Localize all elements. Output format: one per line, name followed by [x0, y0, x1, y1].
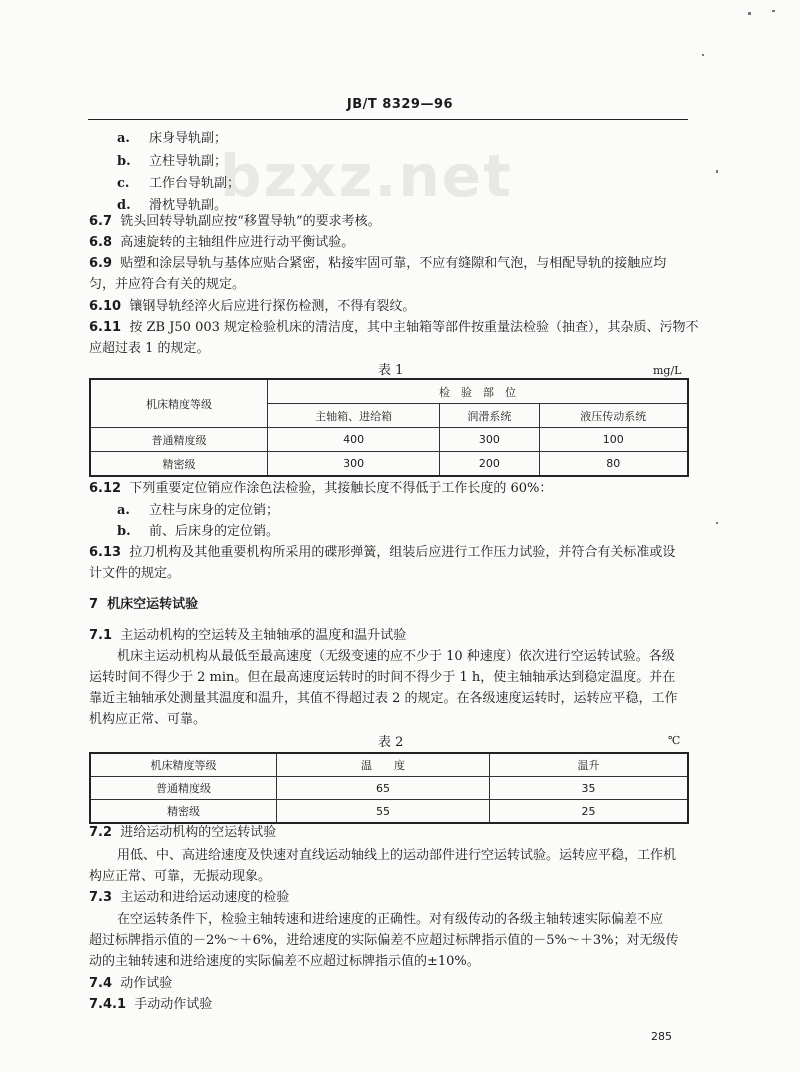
table2-col-header: 温升	[490, 753, 689, 777]
scan-speck	[772, 10, 775, 12]
scan-speck	[716, 170, 718, 173]
table1-group-header: 检 验 部 位	[268, 379, 689, 404]
section-7-heading: 7 机床空运转试验	[89, 597, 199, 612]
paragraph-line: 用低、中、高进给速度及快速对直线运动轴线上的运动部件进行空运转试验。运转应平稳，工作机	[117, 848, 677, 863]
clause-7-2-heading: 7.2 进给运动机构的空运转试验	[89, 825, 277, 840]
table1-unit: mg/L	[653, 364, 682, 377]
table1-col-header: 主轴箱、进给箱	[268, 404, 440, 428]
paragraph-line: 机构应正常、可靠。	[89, 712, 207, 727]
clause-7-3-heading: 7.3 主运动和进给运动速度的检验	[89, 890, 290, 905]
clause-6-12: 6.12 下列重要定位销应作涂色法检验，其接触长度不得低于工作长度的 60%：	[89, 481, 553, 496]
table1-row-header: 机床精度等级	[90, 379, 268, 428]
table2-unit: ℃	[668, 734, 681, 747]
paragraph-line: 运转时间不得少于 2 min。但在最高速度运转时的时间不得少于 1 h，使主轴轴承达到稳定温度。并在	[89, 670, 676, 685]
table-row: 普通精度级 65 35	[90, 777, 688, 800]
table-1	[89, 378, 689, 477]
scan-speck	[716, 522, 718, 524]
paragraph-line: 靠近主轴轴承处测量其温度和温升，其值不得超过表 2 的规定。在各级速度运转时，运转应平稳，工作	[89, 691, 678, 706]
table2-col-header: 温 度	[277, 753, 490, 777]
table-row: 精密级 55 25	[90, 800, 688, 824]
clause-6-10: 6.10 镶钢导轨经淬火后应进行探伤检测，不得有裂纹。	[89, 299, 416, 314]
table-row: 普通精度级 400 300 100	[90, 428, 688, 452]
paragraph-line: 在空运转条件下，检验主轴转速和进给速度的正确性。对有级传动的各级主轴转速实际偏差不应	[117, 912, 664, 927]
table2-col-header: 机床精度等级	[90, 753, 277, 777]
clause-6-11-cont: 应超过表 1 的规定。	[89, 341, 210, 356]
clause-6-13: 6.13 拉刀机构及其他重要机构所采用的碟形弹簧，组装后应进行工作压力试验，并符合有关标准或设	[89, 545, 676, 560]
paragraph-line: 超过标牌指示值的－2%～＋6%，进给速度的实际偏差不应超过标牌指示值的－5%～＋3%；对无级传	[89, 933, 679, 948]
list-item: a. 立柱与床身的定位销；	[117, 503, 280, 518]
table1-col-header: 液压传动系统	[539, 404, 688, 428]
scan-speck	[748, 12, 751, 15]
list-item: c. 工作台导轨副；	[117, 176, 241, 191]
clause-7-4-1-heading: 7.4.1 手动动作试验	[89, 997, 213, 1012]
paragraph-line: 构应正常、可靠，无振动现象。	[89, 869, 272, 884]
scan-speck	[702, 54, 704, 56]
list-item: b. 前、后床身的定位销。	[117, 524, 280, 539]
clause-6-8: 6.8 高速旋转的主轴组件应进行动平衡试验。	[89, 235, 355, 250]
list-item: a. 床身导轨副；	[117, 131, 228, 146]
clause-6-9-cont: 匀，并应符合有关的规定。	[89, 277, 246, 292]
clause-6-13-cont: 计文件的规定。	[89, 566, 181, 581]
table-2	[89, 752, 689, 824]
table1-caption: 表 1	[378, 363, 404, 378]
paragraph-line: 机床主运动机构从最低至最高速度（无级变速的应不少于 10 种速度）依次进行空运转试验。各级	[117, 649, 675, 664]
list-item: b. 立柱导轨副；	[117, 154, 228, 169]
table1-col-header: 润滑系统	[440, 404, 539, 428]
paragraph-line: 动的主轴转速和进给速度的实际偏差不应超过标牌指示值的±10%。	[89, 954, 480, 969]
list-item: d. 滑枕导轨副。	[117, 198, 228, 213]
clause-6-11: 6.11 按 ZB J50 003 规定检验机床的清洁度，其中主轴箱等部件按重量法检验（抽查），其杂质、污物不	[89, 320, 699, 335]
table2-caption: 表 2	[378, 735, 404, 750]
header-rule	[88, 119, 688, 120]
page-header: JB/T 8329—96	[346, 97, 454, 112]
clause-6-9: 6.9 贴塑和涂层导轨与基体应贴合紧密，粘接牢固可靠，不应有缝隙和气泡，与相配导轨的接触应均	[89, 256, 667, 271]
clause-6-7: 6.7 铣头回转导轨副应按“移置导轨”的要求考核。	[89, 214, 381, 229]
table-row: 精密级 300 200 80	[90, 452, 688, 477]
watermark: bzxz.net	[220, 142, 513, 210]
clause-7-1-heading: 7.1 主运动机构的空运转及主轴轴承的温度和温升试验	[89, 628, 407, 643]
clause-7-4-heading: 7.4 动作试验	[89, 976, 173, 991]
page-number: 285	[651, 1030, 672, 1043]
